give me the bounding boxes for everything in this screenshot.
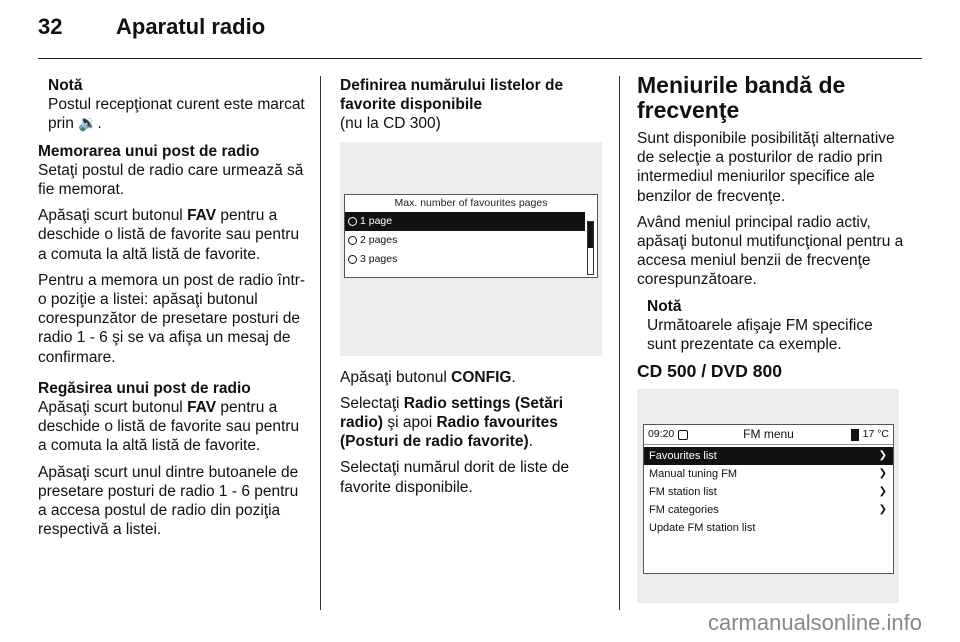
note-title: Notă bbox=[48, 77, 83, 94]
paragraph: Setaţi postul de radio care urmează să fie memorat. bbox=[38, 161, 304, 199]
section-title: Definirea numărului listelor de favorite disponibile bbox=[340, 77, 564, 114]
paragraph: Selectaţi Radio settings (Setări radio) şi apoi Radio favourites (Posturi de radio favorite). bbox=[340, 394, 564, 451]
page-header bbox=[38, 14, 265, 48]
option-2-pages: 2 pages bbox=[345, 231, 585, 250]
header-divider bbox=[38, 58, 922, 59]
paragraph: Apăsaţi butonul CONFIG. bbox=[340, 368, 516, 386]
fav-button-ref: FAV bbox=[187, 207, 217, 225]
temperature-area bbox=[851, 425, 889, 444]
section-heading: Meniurile bandă de frecvenţe bbox=[637, 72, 846, 123]
disc-icon bbox=[678, 430, 688, 440]
section-subtitle: (nu la CD 300) bbox=[340, 115, 441, 133]
fm-menu-screenshot bbox=[637, 389, 899, 603]
paragraph: Apăsaţi scurt butonul FAV pentru a deschide o listă de favorite sau pentru a comuta la altă listă de favorite. bbox=[38, 399, 300, 455]
radio-icon bbox=[348, 236, 357, 245]
menu-item-manual-tuning: Manual tuning FM ❯ bbox=[644, 465, 893, 483]
watermark: carmanualsonline.info bbox=[707, 610, 922, 635]
phone-icon bbox=[851, 429, 859, 441]
clock: 09:20 bbox=[648, 428, 675, 441]
column-divider-1 bbox=[320, 76, 321, 610]
radio-icon bbox=[348, 217, 357, 226]
chevron-right-icon: ❯ bbox=[878, 450, 887, 462]
scrollbar bbox=[587, 221, 594, 275]
menu-item-station-list: FM station list ❯ bbox=[644, 483, 893, 501]
chevron-right-icon: ❯ bbox=[878, 468, 887, 480]
temperature: 17 °C bbox=[862, 428, 889, 441]
radio-favourites-ref: Radio favourites (Posturi de radio favorite) bbox=[340, 414, 558, 451]
config-button-ref: CONFIG bbox=[451, 368, 512, 386]
paragraph: Pentru a memora un post de radio într-o poziţie a listei: apăsaţi butonul corespunzător de presetare posturi de radio 1 - 6 şi se va afişa un mesaj de confirmare. bbox=[38, 271, 306, 366]
paragraph: Sunt disponibile posibilităţi alternative de selecţie a posturilor de radio prin intermediul meniurilor specifice ale benzilor de frecvenţe. bbox=[637, 130, 895, 205]
column-divider-2 bbox=[619, 76, 620, 610]
section-retrieve-station bbox=[38, 379, 306, 540]
chevron-right-icon: ❯ bbox=[878, 486, 887, 498]
display-status-bar bbox=[644, 425, 893, 445]
note-box bbox=[38, 76, 306, 134]
chapter-title: Aparatul radio bbox=[116, 14, 266, 39]
display-title: FM menu bbox=[743, 427, 794, 442]
note-title: Notă bbox=[647, 297, 682, 315]
scroll-thumb bbox=[588, 222, 593, 248]
note-text: Următoarele afişaje FM specifice sunt prezentate ca exemple. bbox=[647, 316, 873, 354]
option-3-pages: 3 pages bbox=[345, 250, 585, 269]
section-store-station bbox=[38, 142, 306, 367]
radio-settings-ref: Radio settings (Setări radio) bbox=[340, 394, 564, 432]
subheading: CD 500 / DVD 800 bbox=[637, 361, 782, 382]
paragraph: Având meniul principal radio activ, apăsaţi butonul mutifuncţional pentru a accesa meniul benzii de frecvenţe corespunzătoare. bbox=[637, 213, 904, 289]
column-3 bbox=[637, 72, 905, 603]
fav-button-ref: FAV bbox=[187, 399, 217, 417]
page-number: 32 bbox=[38, 14, 63, 39]
display-frame bbox=[643, 424, 894, 574]
option-1-page: 1 page bbox=[345, 212, 585, 231]
column-1 bbox=[38, 76, 306, 551]
menu-item-categories: FM categories ❯ bbox=[644, 501, 893, 519]
radio-icon bbox=[348, 255, 357, 264]
menu-item-favourites-list: Favourites list ❯ bbox=[644, 447, 893, 465]
section-title: Regăsirea unui post de radio bbox=[38, 379, 251, 397]
paragraph: Selectaţi numărul dorit de liste de favorite disponibile. bbox=[340, 459, 570, 496]
note-text: Postul recepţionat curent este marcat prin 🔉. bbox=[48, 96, 305, 133]
section-title: Memorarea unui post de radio bbox=[38, 142, 260, 160]
paragraph: Apăsaţi scurt unul dintre butoanele de presetare posturi de radio 1 - 6 pentru a accesa postul de radio din poziţia respectivă a listei. bbox=[38, 463, 299, 539]
note-box bbox=[637, 297, 905, 355]
favourites-pages-screenshot bbox=[340, 142, 602, 356]
chevron-right-icon: ❯ bbox=[878, 504, 887, 516]
display-title: Max. number of favourites pages bbox=[394, 196, 548, 209]
display-frame bbox=[344, 194, 598, 278]
menu-item-update-list: Update FM station list bbox=[649, 522, 756, 535]
column-2 bbox=[340, 76, 602, 504]
paragraph: Apăsaţi scurt butonul FAV pentru a deschide o listă de favorite sau pentru a comuta la altă listă de favorite. bbox=[38, 207, 300, 263]
